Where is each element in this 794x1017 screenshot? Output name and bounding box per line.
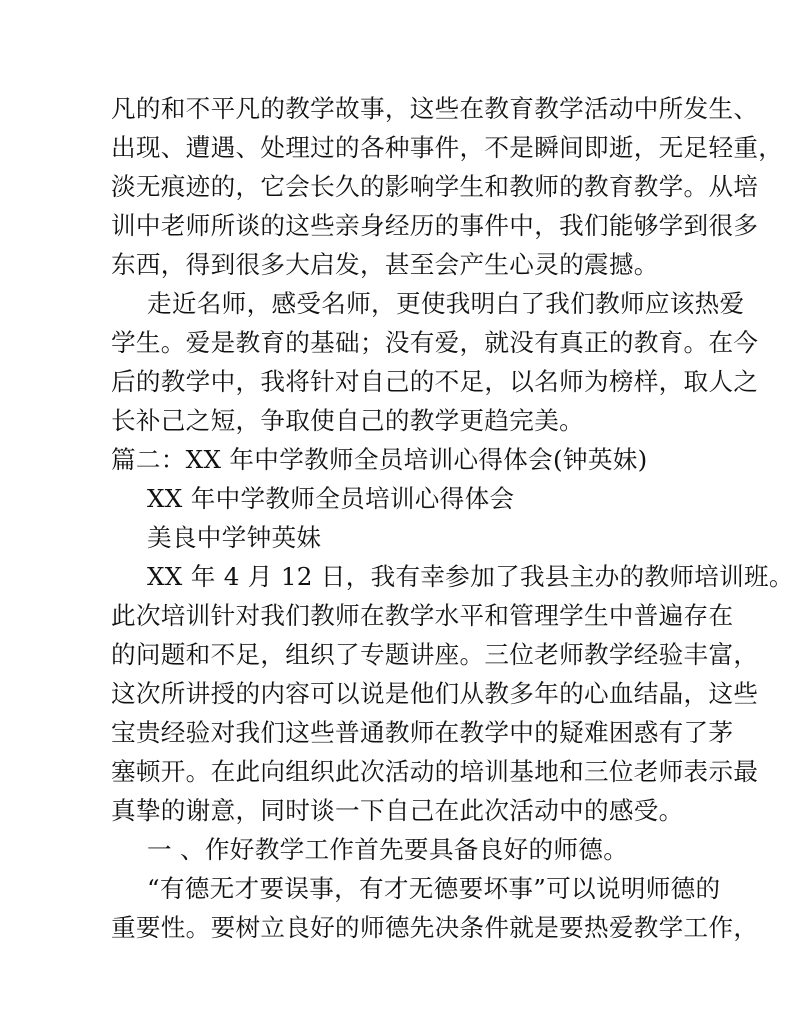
paragraph-line: 的问题和不足，组织了专题讲座。三位老师教学经验丰富， (111, 640, 759, 669)
paragraph-line: 塞顿开。在此向组织此次活动的培训基地和三位老师表示最 (111, 757, 759, 786)
paragraph-line: 这次所讲授的内容可以说是他们从教多年的心血结晶，这些 (111, 679, 759, 708)
paragraph-line: 后的教学中，我将针对自己的不足，以名师为榜样，取人之 (111, 367, 759, 396)
paragraph-line: 凡的和不平凡的教学故事，这些在教育教学活动中所发生、 (111, 94, 759, 123)
subsection-heading: 一 、作好教学工作首先要具备良好的师德。 (147, 835, 629, 864)
paragraph-line: 真挚的谢意，同时谈一下自己在此次活动中的感受。 (111, 796, 684, 825)
author-line: 美良中学钟英妹 (147, 523, 322, 552)
paragraph-line: 淡无痕迹的，它会长久的影响学生和教师的教育教学。从培 (111, 172, 759, 201)
paragraph-line: “有德无才要误事，有才无德要坏事”可以说明师德的 (147, 874, 721, 903)
paragraph-line: XX 年 4 月 12 日，我有幸参加了我县主办的教师培训班。 (147, 562, 794, 591)
paragraph-line: 长补己之短，争取使自己的教学更趋完美。 (111, 406, 584, 435)
paragraph-line: 出现、遭遇、处理过的各种事件，不是瞬间即逝，无足轻重， (111, 133, 784, 162)
paragraph-line: 此次培训针对我们教师在教学水平和管理学生中普遍存在 (111, 601, 734, 630)
paragraph-line: 宝贵经验对我们这些普通教师在教学中的疑难困惑有了茅 (111, 718, 734, 747)
section-heading: 篇二：XX 年中学教师全员培训心得体会(钟英妹) (111, 445, 648, 474)
paragraph-line: 训中老师所谈的这些亲身经历的事件中，我们能够学到很多 (111, 211, 759, 240)
paragraph-line: 走近名师，感受名师，更使我明白了我们教师应该热爱 (147, 289, 745, 318)
paragraph-line: 重要性。要树立良好的师德先决条件就是要热爱教学工作， (111, 913, 759, 942)
paragraph-line: 学生。爱是教育的基础；没有爱，就没有真正的教育。在今 (111, 328, 759, 357)
article-title: XX 年中学教师全员培训心得体会 (147, 484, 515, 513)
paragraph-line: 东西，得到很多大启发，甚至会产生心灵的震撼。 (111, 250, 659, 279)
